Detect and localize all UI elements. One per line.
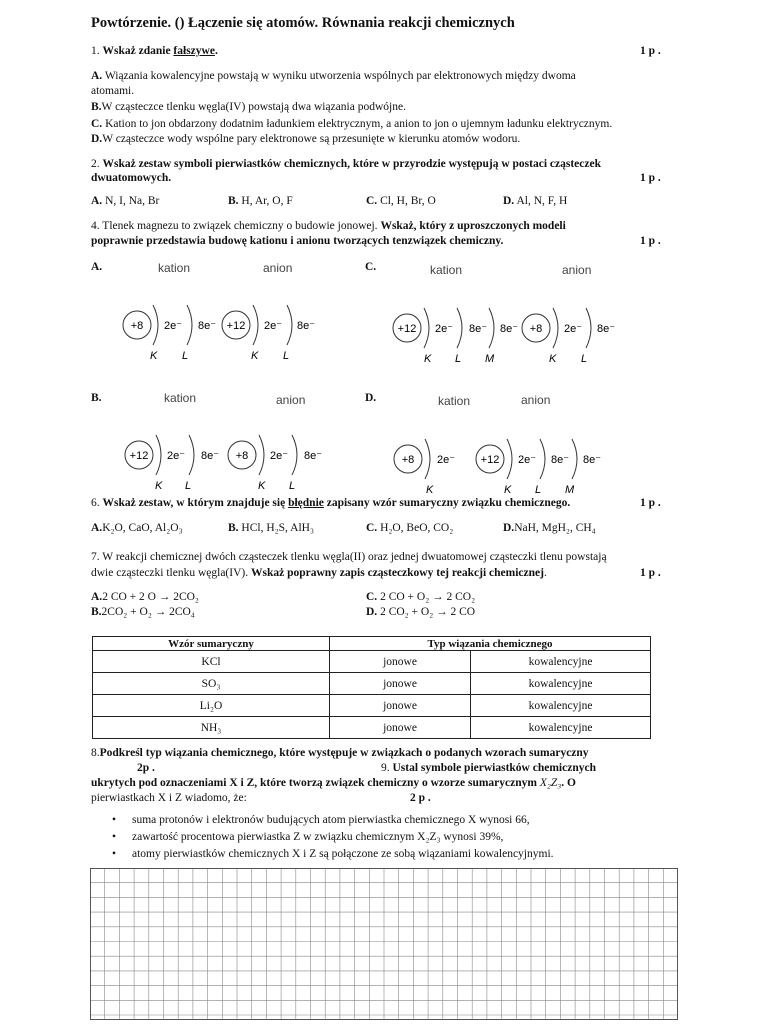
model-b[interactable] xyxy=(125,435,322,492)
q4-option-d-label[interactable]: D. xyxy=(365,392,377,404)
nucleus-label: +12 xyxy=(129,450,149,462)
question-1-keyword: fałszywe xyxy=(173,45,215,57)
electron-label: 2e⁻ xyxy=(270,450,289,462)
option-label: A. xyxy=(91,70,103,82)
bond-option-covalent[interactable]: kowalencyjne xyxy=(471,673,651,695)
bond-type-table xyxy=(92,636,651,739)
electron-label: 8e⁻ xyxy=(551,454,570,466)
shell-label: L xyxy=(289,480,296,492)
question-8-text: Podkreśl typ wiązania chemicznego, które występuje w związkach o podanych wzorach sumaryczny xyxy=(99,747,589,759)
question-4-text-cont: poprawnie przedstawia budowę kationu i anionu tworzących tenzwiązek chemiczny. xyxy=(91,235,504,247)
shell-label: M xyxy=(485,353,495,365)
option-text: H, Ar, O, F xyxy=(241,195,293,207)
option-label: D. xyxy=(503,522,515,534)
bond-option-covalent[interactable]: kowalencyjne xyxy=(471,717,651,739)
formula: X₂Z₃ xyxy=(539,777,562,789)
nucleus-label: +8 xyxy=(130,320,144,332)
option-text: 2 CO + 2 O → 2CO₂ xyxy=(102,591,199,603)
q4-option-a-label[interactable]: A. xyxy=(91,261,103,273)
electron-label: 2e⁻ xyxy=(437,454,456,466)
question-number: 6. xyxy=(91,497,100,509)
option-label: B. xyxy=(91,606,102,618)
anion-label: anion xyxy=(276,393,306,407)
nucleus-label: +8 xyxy=(529,323,543,335)
answer-grid[interactable] xyxy=(90,868,678,1020)
option-text: H₂O, BeO, CO₂ xyxy=(380,522,454,534)
electron-label: 8e⁻ xyxy=(304,450,323,462)
page-title: Powtórzenie. () Łączenie się atomów. Równania reakcji chemicznych xyxy=(91,15,515,31)
shell-label: L xyxy=(283,350,290,362)
q6-option-d[interactable] xyxy=(503,521,596,535)
shell-label: K xyxy=(424,353,432,365)
option-text: HCl, H₂S, AlH₃ xyxy=(241,522,314,534)
option-label: C. xyxy=(366,522,378,534)
question-2-points: 1 p . xyxy=(640,172,661,184)
option-label: C. xyxy=(366,591,378,603)
kation-label: kation xyxy=(438,394,471,408)
formula-cell: KCl xyxy=(93,651,330,673)
q6-option-a[interactable] xyxy=(91,521,183,535)
anion-label: anion xyxy=(263,261,293,275)
q7-option-c[interactable] xyxy=(366,590,475,604)
table-row xyxy=(93,651,651,673)
bond-option-covalent[interactable]: kowalencyjne xyxy=(471,651,651,673)
formula-cell: Li₂O xyxy=(93,695,330,717)
q7-option-b[interactable] xyxy=(91,605,195,619)
bond-option-ionic[interactable]: jonowe xyxy=(330,717,471,739)
option-label: B. xyxy=(228,522,239,534)
q4-option-c-label[interactable]: C. xyxy=(365,261,377,273)
question-4-points: 1 p . xyxy=(640,235,661,247)
question-9-text: Ustal symbole pierwiastków chemicznych xyxy=(392,762,596,774)
nucleus-label: +8 xyxy=(235,450,249,462)
q7-option-d[interactable] xyxy=(366,605,475,619)
question-7-points: 1 p . xyxy=(640,567,661,579)
formula-cell: NH₃ xyxy=(93,717,330,739)
formula-cell: SO₃ xyxy=(93,673,330,695)
shell-label: L xyxy=(455,353,462,365)
option-text: Cl, H, Br, O xyxy=(380,195,436,207)
table-row xyxy=(93,717,651,739)
electron-label: 8e⁻ xyxy=(297,320,316,332)
q6-option-b[interactable] xyxy=(228,521,314,535)
question-6-keyword: błędnie xyxy=(288,497,324,509)
shell-label: K xyxy=(150,350,158,362)
question-4-text-bold: Wskaż, który z uproszczonych modeli xyxy=(380,220,566,232)
option-text: W cząsteczce wody wspólne pary elektronowe są przesunięte w kierunku atomów wodoru. xyxy=(102,133,521,145)
kation-label: kation xyxy=(164,391,197,405)
nucleus-label: +8 xyxy=(401,454,415,466)
question-8-points: 2p . xyxy=(137,762,155,774)
kation-label: kation xyxy=(430,263,463,277)
kation-label: kation xyxy=(158,261,191,275)
question-9-text-bold: ukrytych pod oznaczeniami X i Z, które tworzą związek chemiczny o wzorze sumarycznym xyxy=(91,777,537,789)
atom-models xyxy=(0,0,768,500)
nucleus-label: +12 xyxy=(480,454,500,466)
option-label: D. xyxy=(91,133,103,145)
question-9-points: 2 p . xyxy=(410,792,431,804)
option-label: B. xyxy=(228,195,239,207)
bond-option-ionic[interactable]: jonowe xyxy=(330,651,471,673)
option-label: B. xyxy=(91,101,102,113)
q6-option-c[interactable] xyxy=(366,521,453,535)
table-row xyxy=(93,673,651,695)
option-label: D. xyxy=(366,606,378,618)
question-7-prompt-cont xyxy=(91,566,547,580)
shell-label: L xyxy=(535,484,542,496)
shell-label: K xyxy=(251,350,259,362)
punct: . O xyxy=(561,777,576,789)
question-number: 9. xyxy=(381,762,390,774)
shell-label: K xyxy=(155,480,163,492)
punct: . xyxy=(214,45,218,57)
shell-label: M xyxy=(565,484,575,496)
shell-label: K xyxy=(504,484,512,496)
facts-list xyxy=(112,812,554,863)
punct: . xyxy=(543,567,547,579)
option-text: 2CO₂ + O₂ → 2CO₄ xyxy=(101,606,195,618)
option-label: C. xyxy=(366,195,378,207)
question-9-prompt-cont xyxy=(91,776,576,790)
question-6-points: 1 p . xyxy=(640,497,661,509)
option-text: 2 CO + O₂ → 2 CO₂ xyxy=(380,591,476,603)
anion-label: anion xyxy=(562,263,592,277)
option-text: NaH, MgH₂, CH₄ xyxy=(514,522,596,534)
question-7-text: dwie cząsteczki tlenku węgla(IV). xyxy=(91,567,249,579)
list-item: • atomy pierwiastków chemicznych X i Z są połączone ze sobą wiązaniami kowalencyjnymi. xyxy=(112,846,554,863)
model-d[interactable] xyxy=(394,439,601,496)
electron-label: 8e⁻ xyxy=(198,320,217,332)
option-text: N, I, Na, Br xyxy=(105,195,160,207)
shell-label: L xyxy=(182,350,189,362)
option-text: Wiązania kowalencyjne powstają w wyniku utworzenia wspólnych par elektronowych między dwoma xyxy=(104,70,576,82)
question-6-prompt xyxy=(91,496,570,510)
option-text: Al, N, F, H xyxy=(516,195,568,207)
bond-option-ionic[interactable]: jonowe xyxy=(330,695,471,717)
option-label: C. xyxy=(91,118,103,130)
table-header: Typ wiązania chemicznego xyxy=(330,637,651,651)
list-item: • suma protonów i elektronów budujących atom pierwiastka chemicznego X wynosi 66, xyxy=(112,812,554,829)
question-1-points: 1 p . xyxy=(640,45,661,57)
electron-label: 2e⁻ xyxy=(164,320,183,332)
shell-label: L xyxy=(185,480,192,492)
q7-option-a[interactable] xyxy=(91,590,199,604)
question-number: 8. xyxy=(91,747,100,759)
question-9-intro: pierwiastkach X i Z wiadomo, że: xyxy=(91,792,247,804)
nucleus-label: +12 xyxy=(397,323,417,335)
bond-option-covalent[interactable]: kowalencyjne xyxy=(471,695,651,717)
anion-label: anion xyxy=(521,393,551,407)
question-2-text: Wskaż zestaw symboli pierwiastków chemicznych, które w przyrodzie występują w postaci cząsteczek xyxy=(102,158,601,170)
table-header-row xyxy=(93,637,651,651)
option-label: A. xyxy=(91,522,103,534)
electron-label: 8e⁻ xyxy=(469,323,488,335)
shell-label: K xyxy=(426,484,434,496)
electron-label: 2e⁻ xyxy=(167,450,186,462)
question-2-text-cont: dwuatomowych. xyxy=(91,172,172,184)
option-label: A. xyxy=(91,591,103,603)
model-c[interactable] xyxy=(393,308,615,365)
question-8-prompt xyxy=(91,746,589,760)
question-number: 2. xyxy=(91,158,100,170)
table-header: Wzór sumaryczny xyxy=(93,637,330,651)
question-4-text: 4. Tlenek magnezu to związek chemiczny o budowie jonowej. xyxy=(91,220,378,232)
shell-label: L xyxy=(581,353,588,365)
question-9-prompt xyxy=(381,761,596,775)
shell-label: K xyxy=(258,480,266,492)
electron-label: 2e⁻ xyxy=(435,323,454,335)
electron-label: 2e⁻ xyxy=(564,323,583,335)
bond-option-ionic[interactable]: jonowe xyxy=(330,673,471,695)
table-row xyxy=(93,695,651,717)
electron-label: 2e⁻ xyxy=(264,320,283,332)
option-label: A. xyxy=(91,195,103,207)
option-text: atomami. xyxy=(91,85,135,97)
model-a[interactable] xyxy=(123,305,315,362)
option-label: D. xyxy=(503,195,515,207)
list-item: • zawartość procentowa pierwiastka Z w związku chemicznym X₂Z₃ wynosi 39%, xyxy=(112,829,554,846)
electron-label: 8e⁻ xyxy=(201,450,220,462)
electron-label: 8e⁻ xyxy=(583,454,602,466)
question-7-prompt: 7. W reakcji chemicznej dwóch cząsteczek tlenku węgla(II) oraz jednej dwuatomowej cząsteczki tlenu powstają xyxy=(91,551,607,563)
electron-label: 8e⁻ xyxy=(500,323,519,335)
question-7-text-bold: Wskaż poprawny zapis cząsteczkowy tej reakcji chemicznej xyxy=(250,567,544,579)
option-text: K₂O, CaO, Al₂O₃ xyxy=(102,522,183,534)
electron-label: 2e⁻ xyxy=(518,454,537,466)
option-text: 2 CO₂ + O₂ → 2 CO xyxy=(380,606,476,618)
electron-label: 8e⁻ xyxy=(597,323,616,335)
question-6-text: Wskaż zestaw, w którym znajduje się xyxy=(102,497,286,509)
question-number: 1. xyxy=(91,45,100,57)
nucleus-label: +12 xyxy=(226,320,246,332)
option-text: Kation to jon obdarzony dodatnim ładunkiem elektrycznym, a anion to jon o ujemnym ładunku elektrycznym. xyxy=(105,118,613,130)
q4-option-b-label[interactable]: B. xyxy=(91,392,102,404)
shell-label: K xyxy=(549,353,557,365)
option-text: W cząsteczce tlenku węgla(IV) powstają dwa wiązania podwójne. xyxy=(101,101,406,113)
question-1-text: Wskaż zdanie xyxy=(102,45,171,57)
question-6-text-end: zapisany wzór sumaryczny związku chemicznego. xyxy=(326,497,571,509)
